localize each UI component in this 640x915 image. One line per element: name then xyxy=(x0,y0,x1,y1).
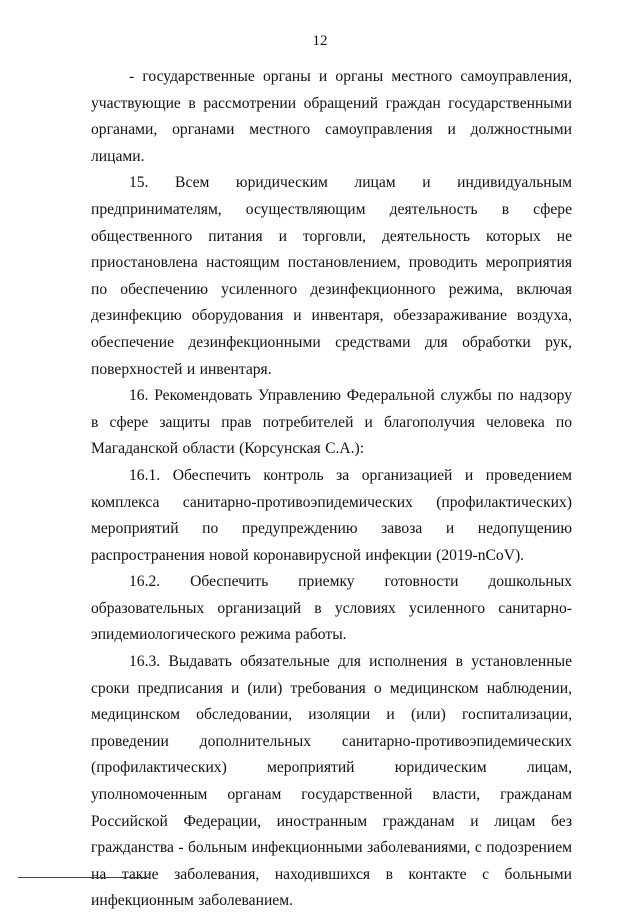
paragraph-16-3: 16.3. Выдавать обязательные для исполнения в установленные сроки предписания и (или) требования о медицинском наблюдении, медицинском обследовании, изоляции и (или) госпитализации, проведении дополнительных санитарно-противоэпидемических (профилактических) мероприятий юридическим лицам, уполномоченным органам государственной власти, гражданам Российской Федерации, иностранным гражданам и лицам без гражданства - больным инфекционными заболеваниями, с подозрением на такие заболевания, находившихся в контакте с больными инфекционным заболеванием. xyxy=(91,653,572,910)
paragraph-list-item: - государственные органы и органы местного самоуправления, участвующие в рассмотрении обращений граждан государственными органами, органами местного самоуправления и должностными лицами. xyxy=(91,68,572,165)
document-body xyxy=(91,64,572,915)
paragraph-16-2: 16.2. Обеспечить приемку готовности дошкольных образовательных организаций в условиях усиленного санитарно-эпидемиологического режима работы. xyxy=(91,573,572,644)
paragraph-16-1: 16.1. Обеспечить контроль за организацией и проведением комплекса санитарно-противоэпидемических (профилактических) мероприятий по предупреждению завоза и недопущению распространения новой коронавирусной инфекции (2019-nCoV). xyxy=(91,466,572,564)
footer-divider xyxy=(18,877,150,878)
paragraph-15: 15. Всем юридическим лицам и индивидуальным предпринимателям, осуществляющим деятельность в сфере общественного питания и торговли, деятельность которых не приостановлена настоящим постановлением, проводить мероприятия по обеспечению усиленного дезинфекционного режима, включая дезинфекцию оборудования и инвентаря, обеззараживание воздуха, обеспечение дезинфекционными средствами для обработки рук, поверхностей и инвентаря. xyxy=(91,174,572,378)
page-number: 12 xyxy=(312,33,328,49)
paragraph-16: 16. Рекомендовать Управлению Федеральной службы по надзору в сфере защиты прав потребителей и благополучия человека по Магаданской области (Корсунская С.А.): xyxy=(91,387,572,458)
